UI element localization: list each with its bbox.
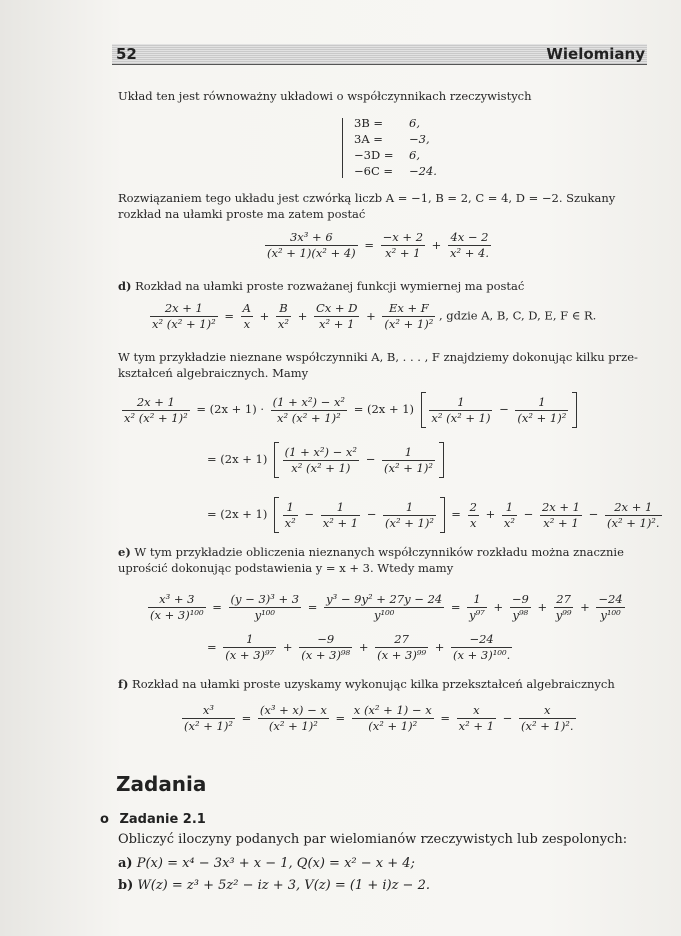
eqd-c-den: x² + 1: [319, 317, 355, 331]
section-e-label: e): [118, 545, 131, 559]
eq1-r2-num: 4x − 2: [448, 230, 491, 246]
paragraph-2b: rozkład na ułamki proste ma zatem postać: [118, 207, 366, 221]
eq4-c-den: (x² + 1)²: [385, 515, 434, 530]
eq5-r3-den: y⁹⁹: [555, 608, 572, 622]
system-lhs-4: −6C =: [354, 164, 394, 178]
section-d-label: d): [118, 279, 132, 293]
paragraph-3b: kształceń algebraicznych. Mamy: [118, 366, 309, 380]
eq4-r1-den: x: [470, 515, 477, 530]
eq7-r2-num: x: [519, 703, 576, 719]
eq2-r1-den: x² (x² + 1): [431, 410, 491, 425]
equation-system: [342, 116, 492, 182]
eq4-r3-num: 2x + 1: [541, 499, 581, 514]
eq3-f2-den: (x² + 1)²: [383, 460, 433, 475]
eqd-b-den: x²: [277, 317, 290, 331]
eq6-r1-den: (x + 3)⁹⁷: [225, 648, 275, 662]
eq4-r2-den: x²: [503, 515, 515, 530]
system-rhs-3: 6,: [409, 148, 420, 162]
page-header: [112, 44, 647, 65]
section-f-text: Rozkład na ułamki proste uzyskamy wykonując kilka przekształceń algebraicznych: [132, 677, 615, 691]
eq2-r-pre: = (2x + 1): [353, 402, 415, 416]
equation-5: $\frac{\text{x³ + 3}}{\text{(x + 3)¹⁰⁰}}$ = $\frac{\text{(y − 3)³ + 3}}{\text{y¹⁰⁰}}$ = $\frac{\text{y³ − 9y² + 27y − 24}}{\text{y¹⁰⁰}}$ = $\frac{1}{\text{y⁹⁷}}$ + $\frac{-9}{\text{y⁹⁸}}$ + $\frac{27}{\text{y⁹⁹}}$ + $\frac{-24}{\text{y¹⁰⁰}}$: [150, 592, 623, 622]
item-b-text: W(z) = z³ + 5z² − iz + 3, V(z) = (1 + i)z − 2.: [137, 878, 430, 893]
eqd-lhs-den: x² (x² + 1)²: [152, 317, 216, 331]
section-e-text-b: uprościć dokonując podstawienia y = x + 3. Wtedy mamy: [118, 561, 454, 575]
eq6-r2-den: (x + 3)⁹⁸: [301, 648, 351, 662]
section-e-text-a: W tym przykładzie obliczenia nieznanych współczynników rozkładu można znacznie: [134, 545, 624, 559]
eq4-r2-num: 1: [502, 500, 517, 516]
eq2-left-bracket: [421, 392, 426, 428]
eq6-r3-den: (x + 3)⁹⁹: [377, 648, 427, 662]
eq5-r4-num: −24: [598, 592, 623, 606]
eq3-f1-num: (1 + x²) − x²: [284, 444, 358, 459]
eq7-m2-num: x (x² + 1) − x: [353, 703, 432, 717]
exercise-number: Zadanie 2.1: [119, 812, 206, 827]
eq5-m2-den: y¹⁰⁰: [373, 608, 395, 622]
eq6-r4-den: (x + 3)¹⁰⁰.: [453, 648, 511, 662]
eq2-lhs-num: 2x + 1: [122, 395, 190, 411]
eq7-m1-num: (x³ + x) − x: [259, 703, 327, 717]
item-a-label: a): [118, 856, 133, 871]
eq7-r1-den: x² + 1: [458, 719, 495, 733]
eq4-b-num: 1: [321, 500, 360, 516]
eq5-r4-den: y¹⁰⁰: [600, 608, 621, 622]
eq4-r1-num: 2: [469, 499, 477, 514]
eqd-a-num: A: [242, 301, 251, 315]
equation-2: $\frac{2x + 1}{\text{x² (x² + 1)²}}$ = (2x + 1) · $\frac{\text{(1 + x²) − x²}}{\text{x² (x² + 1)²}}$ = (2x + 1) $\frac{1}{\text{x² (x² + 1)}}$ − $\frac{1}{\text{(x² + 1)²}}$: [122, 392, 577, 428]
eqd-a-den: x: [243, 317, 251, 331]
item-b-label: b): [118, 878, 134, 893]
system-lhs-2: 3A =: [354, 132, 383, 146]
eq6-r2-num: −9: [299, 632, 352, 648]
section-heading-zadania: Zadania: [116, 772, 207, 796]
equation-7: $\frac{\text{x³}}{\text{(x² + 1)²}}$ = $\frac{\text{(x³ + x) − x}}{\text{(x² + 1)²}}$ = $\frac{\text{x (x² + 1) − x}}{\text{(x² + 1)²}}$ = $\frac{x}{\text{x² + 1}}$ − $\frac{x}{\text{(x² + 1)².}}$: [184, 703, 574, 733]
exercise-marker: o: [100, 812, 109, 827]
eqd-lhs-num: 2x + 1: [150, 301, 218, 317]
eq2-mid-den: x² (x² + 1)²: [277, 410, 341, 425]
eq7-r1-num: x: [457, 703, 496, 719]
eq4-a-num: 1: [283, 500, 298, 516]
eqd-e-num: Ex + F: [382, 301, 435, 317]
eq6-r1-num: 1: [223, 632, 276, 648]
section-d: [118, 278, 524, 294]
eq7-m1-den: (x² + 1)²: [268, 719, 318, 733]
eq1-lhs-den: (x² + 1)(x² + 4): [267, 246, 356, 260]
eq1-r2-den: x² + 4.: [449, 246, 489, 260]
paragraph-1: Układ ten jest równoważny układowi o współczynnikach rzeczywistych: [118, 89, 532, 103]
chapter-title: Wielomiany: [546, 45, 645, 63]
item-a-text: P(x) = x⁴ − 3x³ + x − 1, Q(x) = x² − x + 4;: [136, 856, 415, 871]
eq3-left-bracket: [274, 442, 279, 478]
section-e-a: [118, 544, 624, 560]
eq2-r1-num: 1: [429, 395, 492, 411]
eq5-lhs-den: (x + 3)¹⁰⁰: [150, 608, 204, 622]
eq2-mid-pre: = (2x + 1) ·: [196, 402, 265, 416]
eq4-r3-den: x² + 1: [543, 515, 579, 530]
equation-6: = $\frac{1}{\text{(x + 3)⁹⁷}}$ + $\frac{-9}{\text{(x + 3)⁹⁸}}$ + $\frac{27}{\text{(x + 3)⁹⁹}}$ + $\frac{-24}{\text{(x + 3)¹⁰⁰.}}$: [207, 632, 511, 662]
eq7-r2-den: (x² + 1)².: [520, 719, 574, 733]
equation-1: $\frac{\text{3x³ + 6}}{\text{(x² + 1)(x² + 4)}}$ = $\frac{-x + 2}{\text{x² + 1}}$ + $\frac{4x - 2}{\text{x² + 4.}}$: [267, 230, 489, 260]
system-lhs-3: −3D =: [354, 148, 394, 162]
equation-3: = (2x + 1) $\frac{\text{(1 + x²) − x²}}{\text{x² (x² + 1)}}$ − $\frac{1}{\text{(x² + 1)²}}$: [204, 442, 444, 478]
eq5-m2-num: y³ − 9y² + 27y − 24: [326, 592, 443, 606]
eq3-f2-num: 1: [382, 445, 435, 461]
eqd-e-den: (x² + 1)²: [384, 317, 434, 331]
system-brace: [342, 118, 351, 178]
eq5-m1-num: (y − 3)³ + 3: [230, 592, 300, 606]
eq7-lhs-num: x³: [182, 703, 235, 719]
eq6-r4-num: −24: [451, 632, 512, 648]
eq5-r2-num: −9: [511, 592, 529, 606]
eq4-pre: = (2x + 1): [207, 507, 268, 521]
eq7-m2-den: (x² + 1)²: [368, 719, 418, 733]
eq5-r3-num: 27: [554, 592, 574, 608]
eq2-r2-den: (x² + 1)²: [517, 410, 567, 425]
eq4-left-bracket: [274, 497, 279, 533]
eqd-tail: , gdzie A, B, C, D, E, F ∈ R.: [439, 308, 597, 323]
eq5-lhs-num: x³ + 3: [148, 592, 206, 608]
system-rhs-1: 6,: [409, 116, 420, 130]
eq4-c-num: 1: [383, 500, 436, 516]
eq5-r1-num: 1: [467, 592, 487, 608]
eq2-r2-num: 1: [515, 395, 568, 411]
eq3-pre: = (2x + 1): [207, 452, 268, 466]
system-rhs-4: −24.: [409, 164, 437, 178]
eq5-r1-den: y⁹⁷: [469, 608, 485, 622]
section-f-label: f): [118, 677, 129, 691]
eq4-right-bracket: [440, 497, 445, 533]
exercise-label: [100, 812, 206, 827]
eq1-r1-num: −x + 2: [382, 230, 424, 244]
eqd-c-num: Cx + D: [315, 301, 358, 315]
eq5-r2-den: y⁹⁸: [512, 608, 529, 622]
system-lhs-1: 3B =: [354, 116, 384, 130]
system-rhs-2: −3,: [409, 132, 430, 146]
eq2-right-bracket: [572, 392, 577, 428]
section-d-text: Rozkład na ułamki proste rozważanej funkcji wymiernej ma postać: [135, 279, 525, 293]
eq6-r3-num: 27: [375, 632, 428, 648]
equation-4: = (2x + 1) $\frac{1}{\text{x²}}$ − $\frac{1}{\text{x² + 1}}$ − $\frac{1}{\text{(x² + 1)²}}$ = $\frac{2}{x}$ + $\frac{1}{\text{x²}}$ − $\frac{2x + 1}{\text{x² + 1}}$ − $\frac{2x + 1}{\text{(x² + 1)².}}$: [204, 497, 662, 533]
eq2-lhs-den: x² (x² + 1)²: [124, 410, 188, 425]
eq1-lhs-num: 3x³ + 6: [265, 230, 358, 246]
eq4-b-den: x² + 1: [322, 515, 359, 530]
eqd-b-num: B: [276, 301, 291, 317]
exercise-item-a: [118, 856, 415, 871]
exercise-text: Obliczyć iloczyny podanych par wielomianów rzeczywistych lub zespolonych:: [118, 832, 628, 847]
eq4-r4-den: (x² + 1)².: [606, 515, 660, 530]
section-f: [118, 676, 615, 692]
eq1-r1-den: x² + 1: [385, 246, 421, 260]
eq7-lhs-den: (x² + 1)²: [184, 719, 233, 733]
eq4-a-den: x²: [284, 515, 296, 530]
eq5-m1-den: y¹⁰⁰: [254, 608, 275, 622]
page-number: 52: [116, 45, 137, 63]
paragraph-3a: W tym przykładzie nieznane współczynniki A, B, . . . , F znajdziemy dokonując kilku prze-: [118, 350, 638, 364]
eq3-f1-den: x² (x² + 1): [291, 460, 351, 475]
exercise-item-b: [118, 878, 430, 893]
eq2-mid-num: (1 + x²) − x²: [272, 394, 346, 409]
paragraph-2a: Rozwiązaniem tego układu jest czwórką liczb A = −1, B = 2, C = 4, D = −2. Szukany: [118, 191, 616, 205]
eq3-right-bracket: [439, 442, 444, 478]
equation-d: $\frac{2x + 1}{\text{x² (x² + 1)²}}$ = $\frac{A}{x}$ + $\frac{B}{\text{x²}}$ + $\frac{Cx + D}{\text{x² + 1}}$ + $\frac{Ex + F}{\text{(x² + 1)²}}$ , gdzie A, B, C, D, E, F ∈ R.: [152, 301, 597, 331]
eq4-r4-num: 2x + 1: [605, 500, 662, 516]
